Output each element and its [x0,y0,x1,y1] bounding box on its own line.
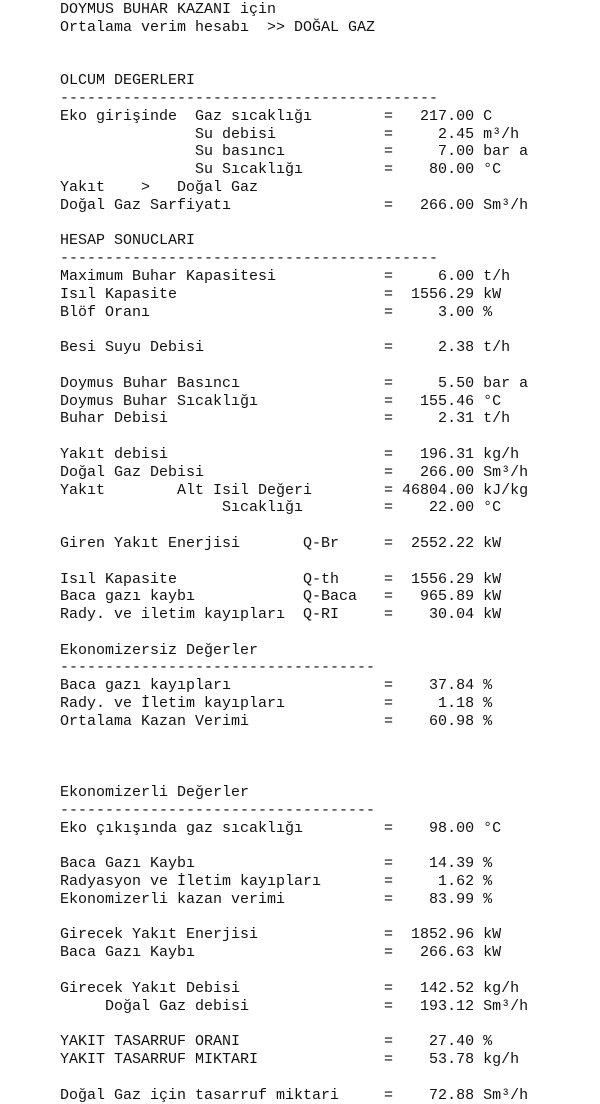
report-line [60,37,528,55]
report-line [60,731,528,749]
report-line [60,748,528,766]
report-line [60,428,528,446]
report-line: Eko girişinde Gaz sıcaklığı = 217.00 C [60,107,493,125]
report-line: DOYMUS BUHAR KAZANI için [60,1,277,18]
report-line: Su basıncı = 7.00 bar a [60,143,529,161]
report-line: ----------------------------------- [60,801,376,819]
report-line: Ekonomizersiz Değerler [60,641,259,659]
report-line: Blöf Oranı = 3.00 % [60,303,493,321]
report-line: Yakıt > Doğal Gaz [60,178,259,196]
report-line [60,624,528,642]
report-line: Baca Gazı Kaybı = 14.39 % [60,855,493,873]
report-line: Rady. ve iletim kayıpları Q-RI = 30.04 kW [60,606,502,624]
report-line: Sıcaklığı = 22.00 °C [60,499,502,517]
report-line: Ekonomizerli kazan verimi = 83.99 % [60,890,493,908]
report-line: Maximum Buhar Kapasitesi = 6.00 t/h [60,267,511,285]
report-line [60,54,528,72]
report-line: YAKIT TASARRUF ORANI = 27.40 % [60,1033,493,1051]
report-line: YAKIT TASARRUF MIKTARI = 53.78 kg/h [60,1051,520,1069]
report-line: Yakıt Alt Isil Değeri = 46804.00 kJ/kg [60,481,529,499]
report-line: Baca gazı kaybı Q-Baca = 965.89 kW [60,588,502,606]
report-line: Baca gazı kayıpları = 37.84 % [60,677,493,695]
report-line: OLCUM DEGERLERI [60,72,196,90]
report-line: Su debisi = 2.45 m³/h [60,125,520,143]
report-line: Radyasyon ve İletim kayıpları = 1.62 % [60,873,493,891]
report-line: Doymus Buhar Basıncı = 5.50 bar a [60,374,529,392]
report-line [60,766,528,784]
report-line: Besi Suyu Debisi = 2.38 t/h [60,339,511,357]
report-line [60,1015,528,1033]
report-line: HESAP SONUCLARI [60,232,196,250]
report-line: Baca Gazı Kaybı = 266.63 kW [60,944,502,962]
calculation-report [60,1,528,1104]
report-line: Girecek Yakıt Enerjisi = 1852.96 kW [60,926,502,944]
report-line [60,553,528,571]
report-line: Yakıt debisi = 196.31 kg/h [60,445,520,463]
report-line: Isıl Kapasite = 1556.29 kW [60,285,502,303]
report-line: Doğal Gaz için tasarruf miktari = 72.88 Sm³/h [60,1086,529,1104]
report-line: Buhar Debisi = 2.31 t/h [60,410,511,428]
report-line: Giren Yakıt Enerjisi Q-Br = 2552.22 kW [60,534,502,552]
report-line [60,909,528,927]
report-line [60,215,528,233]
report-line: Isıl Kapasite Q-th = 1556.29 kW [60,570,502,588]
report-line: Eko çıkışında gaz sıcaklığı = 98.00 °C [60,819,502,837]
report-line: Girecek Yakıt Debisi = 142.52 kg/h [60,979,520,997]
report-line: Su Sıcaklığı = 80.00 °C [60,161,502,179]
report-line [60,357,528,375]
report-line: Doğal Gaz Debisi = 266.00 Sm³/h [60,463,529,481]
report-line [60,321,528,339]
report-line: Ekonomizerli Değerler [60,784,250,802]
report-line [60,1069,528,1087]
report-line: Doğal Gaz Sarfiyatı = 266.00 Sm³/h [60,196,529,214]
report-line: Ortalama Kazan Verimi = 60.98 % [60,712,493,730]
report-line [60,837,528,855]
report-line: ------------------------------------------ [60,89,439,107]
report-line: Doğal Gaz debisi = 193.12 Sm³/h [60,997,529,1015]
report-line: Ortalama verim hesabı >> DOĞAL GAZ [60,18,376,36]
report-line [60,962,528,980]
report-line: Rady. ve İletim kayıpları = 1.18 % [60,695,493,713]
report-line [60,517,528,535]
report-line: Doymus Buhar Sıcaklığı = 155.46 °C [60,392,502,410]
report-line: ----------------------------------- [60,659,376,677]
report-line: ------------------------------------------ [60,250,439,268]
